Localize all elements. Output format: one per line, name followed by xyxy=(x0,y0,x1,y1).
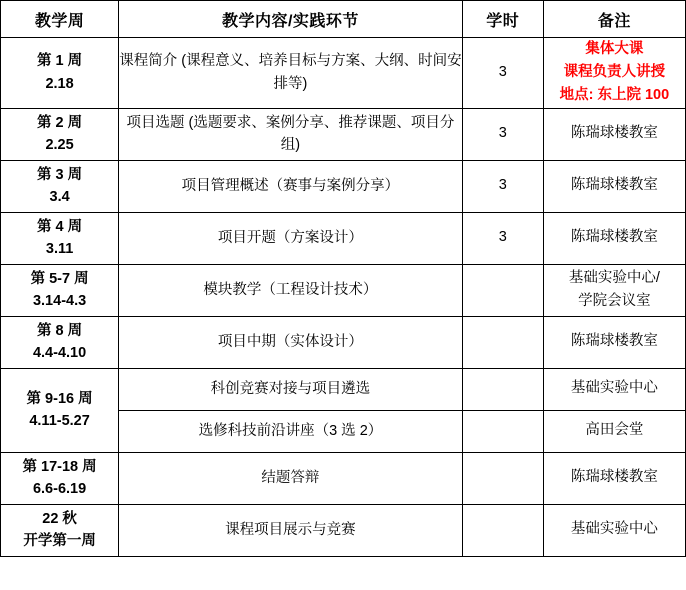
cell-content: 结题答辩 xyxy=(119,452,463,504)
cell-hours xyxy=(462,452,543,504)
cell-remark xyxy=(543,38,685,109)
cell-hours xyxy=(462,316,543,368)
week-label-primary: 第 1 周 xyxy=(37,53,83,70)
table-row xyxy=(1,38,686,109)
table-body xyxy=(1,38,686,557)
remark-line: 陈瑞球楼教室 xyxy=(570,177,658,194)
cell-remark xyxy=(543,264,685,316)
cell-remark xyxy=(543,212,685,264)
cell-content: 项目选题 (选题要求、案例分享、推荐课题、项目分组) xyxy=(119,108,463,160)
cell-week xyxy=(1,264,119,316)
week-label-primary: 第 4 周 xyxy=(37,218,83,235)
column-header-week: 教学周 xyxy=(1,1,119,38)
cell-remark xyxy=(543,108,685,160)
cell-content: 项目管理概述（赛事与案例分享） xyxy=(119,160,463,212)
week-label-primary: 第 5-7 周 xyxy=(30,270,89,287)
cell-hours: 3 xyxy=(462,212,543,264)
remark-line: 集体大课 xyxy=(585,41,644,57)
week-label-dates: 2.18 xyxy=(45,75,74,92)
cell-week xyxy=(1,452,119,504)
week-label-dates: 4.11-5.27 xyxy=(29,413,90,430)
week-label-dates: 2.25 xyxy=(45,137,74,154)
cell-week xyxy=(1,108,119,160)
remark-line: 陈瑞球楼教室 xyxy=(570,469,658,486)
remark-line: 陈瑞球楼教室 xyxy=(570,125,658,142)
week-label-dates: 6.6-6.19 xyxy=(32,481,87,498)
remark-line: 地点: 东上院 100 xyxy=(559,87,670,104)
cell-remark xyxy=(543,368,685,410)
week-label-dates: 开学第一周 xyxy=(23,533,96,550)
cell-content: 项目开题（方案设计） xyxy=(119,212,463,264)
table-row xyxy=(1,316,686,368)
cell-remark xyxy=(543,410,685,452)
cell-content: 课程简介 (课程意义、培养目标与方案、大纲、时间安排等) xyxy=(119,38,463,109)
cell-content: 项目中期（实体设计） xyxy=(119,316,463,368)
remark-line: 陈瑞球楼教室 xyxy=(570,333,658,350)
cell-content: 选修科技前沿讲座（3 选 2） xyxy=(119,410,463,452)
week-label-dates: 3.14-4.3 xyxy=(32,293,87,310)
table-row xyxy=(1,452,686,504)
cell-hours xyxy=(462,368,543,410)
week-label-primary: 第 2 周 xyxy=(37,114,83,131)
cell-hours xyxy=(462,410,543,452)
cell-content: 课程项目展示与竞赛 xyxy=(119,504,463,556)
week-label-primary: 第 17-18 周 xyxy=(22,458,97,475)
remark-line: 基础实验中心/ xyxy=(568,269,660,286)
cell-week xyxy=(1,504,119,556)
table-header xyxy=(1,1,686,38)
cell-week xyxy=(1,316,119,368)
cell-remark xyxy=(543,504,685,556)
column-header-content: 教学内容/实践环节 xyxy=(119,1,463,38)
week-label-dates: 4.4-4.10 xyxy=(32,345,87,362)
week-label-primary: 第 3 周 xyxy=(37,166,83,183)
table-row xyxy=(1,108,686,160)
cell-week xyxy=(1,160,119,212)
cell-hours: 3 xyxy=(462,160,543,212)
table-row xyxy=(1,212,686,264)
cell-week xyxy=(1,38,119,109)
table-row xyxy=(1,264,686,316)
week-label-dates: 3.4 xyxy=(49,189,70,206)
table-header-row xyxy=(1,1,686,38)
week-label-primary: 22 秋 xyxy=(42,510,77,527)
remark-line: 学院会议室 xyxy=(578,293,651,310)
cell-hours: 3 xyxy=(462,108,543,160)
cell-remark xyxy=(543,160,685,212)
remark-line: 高田会堂 xyxy=(585,422,644,439)
cell-week xyxy=(1,368,119,452)
table-row xyxy=(1,368,686,410)
remark-line: 基础实验中心 xyxy=(570,380,658,397)
cell-remark xyxy=(543,316,685,368)
cell-hours xyxy=(462,504,543,556)
cell-content: 模块教学（工程设计技术） xyxy=(119,264,463,316)
cell-content: 科创竞赛对接与项目遴选 xyxy=(119,368,463,410)
column-header-remark: 备注 xyxy=(543,1,685,38)
cell-hours xyxy=(462,264,543,316)
cell-week xyxy=(1,212,119,264)
week-label-primary: 第 8 周 xyxy=(37,322,83,339)
column-header-hours: 学时 xyxy=(462,1,543,38)
cell-remark xyxy=(543,452,685,504)
table-row xyxy=(1,504,686,556)
remark-line: 陈瑞球楼教室 xyxy=(570,229,658,246)
remark-line: 课程负责人讲授 xyxy=(563,64,666,81)
week-label-primary: 第 9-16 周 xyxy=(26,390,93,407)
remark-line: 基础实验中心 xyxy=(570,521,658,538)
table-row xyxy=(1,160,686,212)
cell-hours: 3 xyxy=(462,38,543,109)
week-label-dates: 3.11 xyxy=(45,241,74,258)
